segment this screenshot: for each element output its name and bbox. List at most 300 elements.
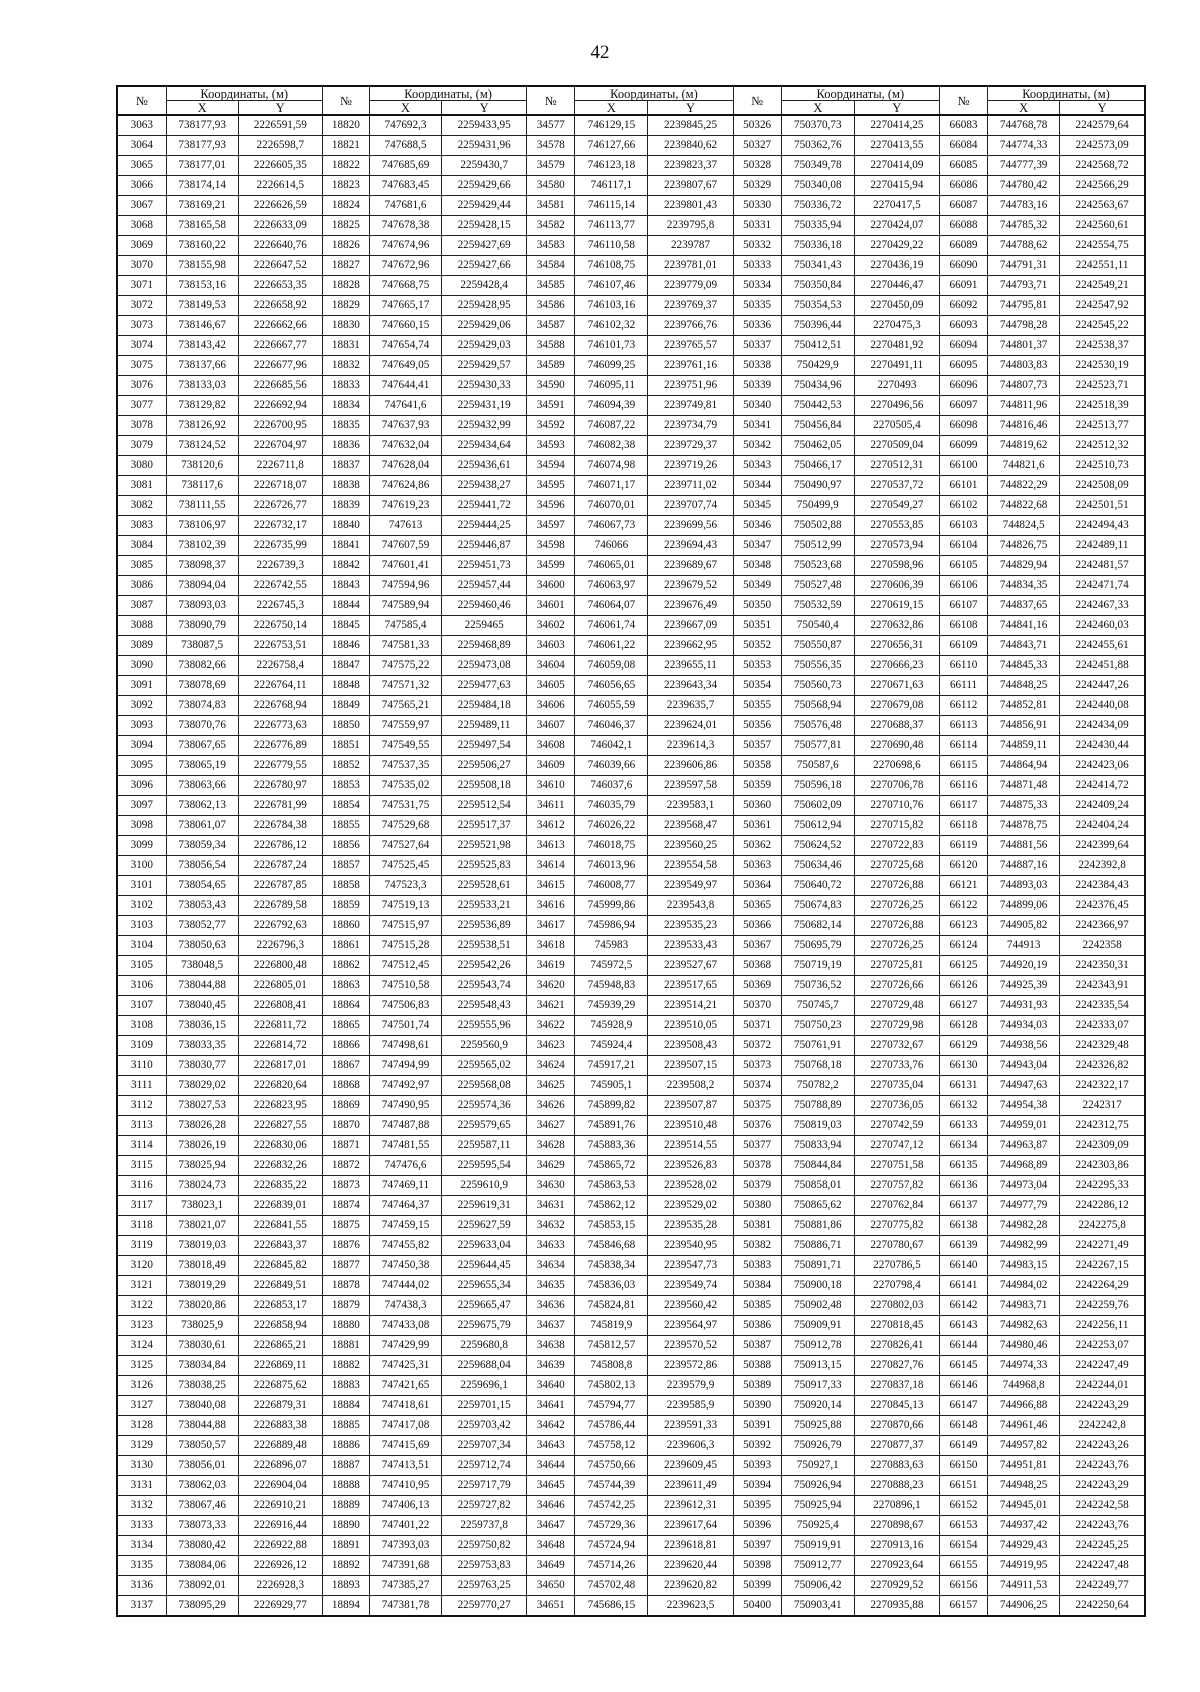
y-coordinate: 2242414,72 [1060,776,1145,796]
x-coordinate: 747624,86 [369,476,441,496]
x-coordinate: 747417,08 [369,1416,441,1436]
x-coordinate: 750540,4 [781,616,854,636]
y-coordinate: 2226773,63 [238,716,322,736]
y-coordinate: 2242523,71 [1060,376,1145,396]
x-coordinate: 738024,73 [166,1176,238,1196]
y-coordinate: 2226814,72 [238,1036,322,1056]
y-coordinate: 2226784,38 [238,816,322,836]
point-number: 3086 [117,576,166,596]
y-coordinate: 2226817,01 [238,1056,322,1076]
y-coordinate: 2242423,06 [1060,756,1145,776]
y-coordinate: 2270450,09 [854,296,939,316]
x-coordinate: 745744,39 [575,1476,648,1496]
point-number: 34650 [527,1576,575,1596]
point-number: 66122 [939,896,987,916]
y-coordinate: 2239564,97 [648,1316,733,1336]
x-coordinate: 738040,08 [166,1396,238,1416]
y-coordinate: 2242350,31 [1060,956,1145,976]
point-number: 50329 [733,176,781,196]
point-number: 50368 [733,956,781,976]
point-number: 66094 [939,336,987,356]
x-coordinate: 747668,75 [369,276,441,296]
y-coordinate: 2226591,59 [238,115,322,136]
point-number: 66105 [939,556,987,576]
y-coordinate: 2259610,9 [442,1176,527,1196]
y-coordinate: 2226835,22 [238,1176,322,1196]
y-coordinate: 2270446,47 [854,276,939,296]
y-coordinate: 2259536,89 [442,916,527,936]
y-coordinate: 2270414,09 [854,156,939,176]
table-row [117,536,1145,556]
x-coordinate: 746008,77 [575,876,648,896]
point-number: 50344 [733,476,781,496]
x-coordinate: 747613 [369,516,441,536]
x-coordinate: 747490,95 [369,1096,441,1116]
point-number: 66128 [939,1016,987,1036]
x-coordinate: 746071,17 [575,476,648,496]
y-coordinate: 2226841,55 [238,1216,322,1236]
point-number: 3126 [117,1376,166,1396]
x-coordinate: 746018,75 [575,836,648,856]
x-coordinate: 745999,86 [575,896,648,916]
point-number: 66131 [939,1076,987,1096]
y-coordinate: 2259477,63 [442,676,527,696]
table-row [117,1396,1145,1416]
point-number: 50372 [733,1036,781,1056]
point-number: 34611 [527,796,575,816]
y-coordinate: 2226735,99 [238,536,322,556]
x-coordinate: 738050,57 [166,1436,238,1456]
y-coordinate: 2270747,12 [854,1136,939,1156]
point-number: 3109 [117,1036,166,1056]
point-number: 3122 [117,1296,166,1316]
y-coordinate: 2226745,3 [238,596,322,616]
y-coordinate: 2239624,01 [648,716,733,736]
point-number: 66102 [939,496,987,516]
x-coordinate: 738021,07 [166,1216,238,1236]
point-number: 50332 [733,236,781,256]
point-number: 34616 [527,896,575,916]
point-number: 18849 [322,696,369,716]
y-coordinate: 2259451,73 [442,556,527,576]
point-number: 3072 [117,296,166,316]
point-number: 18853 [322,776,369,796]
coords-header: Координаты, (м) [166,86,322,101]
point-number: 34638 [527,1336,575,1356]
y-coordinate: 2259525,83 [442,856,527,876]
y-coordinate: 2239779,09 [648,276,733,296]
table-row [117,1596,1145,1617]
x-coordinate: 746115,14 [575,196,648,216]
point-number: 18876 [322,1236,369,1256]
x-coordinate: 750502,88 [781,516,854,536]
y-coordinate: 2226805,01 [238,976,322,996]
y-coordinate: 2259428,95 [442,296,527,316]
y-coordinate: 2242312,75 [1060,1116,1145,1136]
y-coordinate: 2226849,51 [238,1276,322,1296]
point-number: 34633 [527,1236,575,1256]
point-number: 66141 [939,1276,987,1296]
x-coordinate: 744899,06 [988,896,1060,916]
y-coordinate: 2242264,29 [1060,1276,1145,1296]
y-coordinate: 2239845,25 [648,115,733,136]
x-coordinate: 750362,76 [781,136,854,156]
y-coordinate: 2259436,61 [442,456,527,476]
point-number: 3119 [117,1236,166,1256]
table-row [117,676,1145,696]
x-coordinate: 747637,93 [369,416,441,436]
y-coordinate: 2242322,17 [1060,1076,1145,1096]
point-number: 66108 [939,616,987,636]
point-number: 3127 [117,1396,166,1416]
x-coordinate: 750499,9 [781,496,854,516]
x-coordinate: 738044,88 [166,1416,238,1436]
point-number: 3066 [117,176,166,196]
x-coordinate: 744852,81 [988,696,1060,716]
table-row [117,1536,1145,1556]
point-number: 34578 [527,136,575,156]
x-coordinate: 738133,03 [166,376,238,396]
x-coordinate: 750587,6 [781,756,854,776]
x-coordinate: 750865,62 [781,1196,854,1216]
y-coordinate: 2270710,76 [854,796,939,816]
y-coordinate: 2242530,19 [1060,356,1145,376]
point-number: 50385 [733,1296,781,1316]
y-coordinate: 2270786,5 [854,1256,939,1276]
x-coordinate: 738020,86 [166,1296,238,1316]
point-number: 3135 [117,1556,166,1576]
point-number: 66092 [939,296,987,316]
x-coordinate: 738084,06 [166,1556,238,1576]
point-number: 18829 [322,296,369,316]
point-number: 34586 [527,296,575,316]
y-coordinate: 2259512,54 [442,796,527,816]
y-coordinate: 2270826,41 [854,1336,939,1356]
num-header: № [117,86,166,115]
y-coordinate: 2242501,51 [1060,496,1145,516]
y-coordinate: 2239554,58 [648,856,733,876]
point-number: 50376 [733,1116,781,1136]
table-row [117,576,1145,596]
table-row [117,496,1145,516]
point-number: 34580 [527,176,575,196]
y-coordinate: 2259438,27 [442,476,527,496]
x-coordinate: 750750,23 [781,1016,854,1036]
y-coordinate: 2239676,49 [648,596,733,616]
x-coordinate: 746108,75 [575,256,648,276]
x-coordinate: 750340,08 [781,176,854,196]
y-coordinate: 2239517,65 [648,976,733,996]
point-number: 50342 [733,436,781,456]
point-number: 50363 [733,856,781,876]
point-number: 18846 [322,636,369,656]
y-header: Y [238,101,322,116]
x-coordinate: 744788,62 [988,236,1060,256]
y-coordinate: 2239694,43 [648,536,733,556]
y-coordinate: 2242409,24 [1060,796,1145,816]
x-coordinate: 738098,37 [166,556,238,576]
y-coordinate: 2242333,07 [1060,1016,1145,1036]
point-number: 34584 [527,256,575,276]
point-number: 34624 [527,1056,575,1076]
x-coordinate: 744980,46 [988,1336,1060,1356]
x-coordinate: 750462,05 [781,436,854,456]
x-coordinate: 738117,6 [166,476,238,496]
y-coordinate: 2270883,63 [854,1456,939,1476]
x-coordinate: 747549,55 [369,736,441,756]
y-coordinate: 2239507,15 [648,1056,733,1076]
x-coordinate: 745824,81 [575,1296,648,1316]
y-coordinate: 2270424,07 [854,216,939,236]
x-coordinate: 744961,46 [988,1416,1060,1436]
point-number: 3092 [117,696,166,716]
y-coordinate: 2259533,21 [442,896,527,916]
x-coordinate: 747418,61 [369,1396,441,1416]
x-coordinate: 750891,71 [781,1256,854,1276]
point-number: 18880 [322,1316,369,1336]
point-number: 50359 [733,776,781,796]
point-number: 34627 [527,1116,575,1136]
x-coordinate: 744826,75 [988,536,1060,556]
coords-header: Координаты, (м) [988,86,1145,101]
point-number: 34602 [527,616,575,636]
point-number: 3129 [117,1436,166,1456]
table-row [117,1356,1145,1376]
point-number: 50326 [733,115,781,136]
y-coordinate: 2239699,56 [648,516,733,536]
point-number: 3134 [117,1536,166,1556]
point-number: 66139 [939,1236,987,1256]
y-coordinate: 2270706,78 [854,776,939,796]
point-number: 34637 [527,1316,575,1336]
point-number: 18859 [322,896,369,916]
y-coordinate: 2226926,12 [238,1556,322,1576]
point-number: 18852 [322,756,369,776]
point-number: 50393 [733,1456,781,1476]
y-coordinate: 2242510,73 [1060,456,1145,476]
y-coordinate: 2226787,24 [238,856,322,876]
x-coordinate: 744983,71 [988,1296,1060,1316]
y-coordinate: 2242512,32 [1060,436,1145,456]
y-coordinate: 2226732,17 [238,516,322,536]
x-coordinate: 738056,54 [166,856,238,876]
point-number: 3130 [117,1456,166,1476]
point-number: 34615 [527,876,575,896]
x-header: X [575,101,648,116]
x-coordinate: 744824,5 [988,516,1060,536]
table-row [117,1236,1145,1256]
x-coordinate: 746103,16 [575,296,648,316]
point-number: 18863 [322,976,369,996]
y-header: Y [854,101,939,116]
y-coordinate: 2242563,67 [1060,196,1145,216]
y-coordinate: 2242467,33 [1060,596,1145,616]
y-coordinate: 2270475,3 [854,316,939,336]
x-coordinate: 747438,3 [369,1296,441,1316]
x-coordinate: 745853,15 [575,1216,648,1236]
x-coordinate: 747654,74 [369,336,441,356]
table-row [117,696,1145,716]
point-number: 50335 [733,296,781,316]
y-coordinate: 2259427,69 [442,236,527,256]
x-coordinate: 738078,69 [166,676,238,696]
y-coordinate: 2239527,67 [648,956,733,976]
x-coordinate: 738149,53 [166,296,238,316]
x-coordinate: 746099,25 [575,356,648,376]
point-number: 18881 [322,1336,369,1356]
table-row [117,256,1145,276]
table-row [117,1376,1145,1396]
y-coordinate: 2242242,58 [1060,1496,1145,1516]
point-number: 50367 [733,936,781,956]
point-number: 50390 [733,1396,781,1416]
y-coordinate: 2259428,15 [442,216,527,236]
y-coordinate: 2239549,97 [648,876,733,896]
y-coordinate: 2259446,87 [442,536,527,556]
y-coordinate: 2239547,73 [648,1256,733,1276]
y-coordinate: 2239526,83 [648,1156,733,1176]
x-coordinate: 747559,97 [369,716,441,736]
table-body [117,115,1145,1616]
point-number: 50395 [733,1496,781,1516]
y-coordinate: 2242271,49 [1060,1236,1145,1256]
x-coordinate: 738124,52 [166,436,238,456]
point-number: 3070 [117,256,166,276]
x-coordinate: 750523,68 [781,556,854,576]
table-row [117,516,1145,536]
point-number: 66093 [939,316,987,336]
x-coordinate: 746123,18 [575,156,648,176]
y-coordinate: 2270729,48 [854,996,939,1016]
y-coordinate: 2226910,21 [238,1496,322,1516]
y-coordinate: 2239662,95 [648,636,733,656]
point-number: 3125 [117,1356,166,1376]
point-number: 34600 [527,576,575,596]
x-coordinate: 744937,42 [988,1516,1060,1536]
point-number: 3064 [117,136,166,156]
y-coordinate: 2242335,54 [1060,996,1145,1016]
x-coordinate: 750902,48 [781,1296,854,1316]
point-number: 18850 [322,716,369,736]
y-coordinate: 2270735,04 [854,1076,939,1096]
y-coordinate: 2259750,82 [442,1536,527,1556]
x-coordinate: 744938,56 [988,1036,1060,1056]
x-coordinate: 738036,15 [166,1016,238,1036]
point-number: 50379 [733,1176,781,1196]
point-number: 18888 [322,1476,369,1496]
point-number: 18844 [322,596,369,616]
point-number: 18855 [322,816,369,836]
y-coordinate: 2226811,72 [238,1016,322,1036]
point-number: 50386 [733,1316,781,1336]
point-number: 3080 [117,456,166,476]
x-coordinate: 738019,03 [166,1236,238,1256]
point-number: 18835 [322,416,369,436]
point-number: 3093 [117,716,166,736]
point-number: 50382 [733,1236,781,1256]
point-number: 3096 [117,776,166,796]
x-coordinate: 750429,9 [781,356,854,376]
point-number: 34621 [527,996,575,1016]
x-coordinate: 738053,43 [166,896,238,916]
x-coordinate: 744973,04 [988,1176,1060,1196]
point-number: 34623 [527,1036,575,1056]
x-coordinate: 744919,95 [988,1556,1060,1576]
x-coordinate: 738029,02 [166,1076,238,1096]
x-coordinate: 750768,18 [781,1056,854,1076]
point-number: 66085 [939,156,987,176]
point-number: 18889 [322,1496,369,1516]
x-coordinate: 738056,01 [166,1456,238,1476]
x-coordinate: 738095,29 [166,1596,238,1617]
y-coordinate: 2242358 [1060,936,1145,956]
table-row [117,1056,1145,1076]
point-number: 3085 [117,556,166,576]
y-coordinate: 2242295,33 [1060,1176,1145,1196]
point-number: 3113 [117,1116,166,1136]
point-number: 18824 [322,196,369,216]
y-coordinate: 2239781,01 [648,256,733,276]
x-coordinate: 738087,5 [166,636,238,656]
x-coordinate: 747415,69 [369,1436,441,1456]
x-coordinate: 746107,46 [575,276,648,296]
x-coordinate: 744774,33 [988,136,1060,156]
y-coordinate: 2242430,44 [1060,736,1145,756]
x-coordinate: 744905,82 [988,916,1060,936]
x-coordinate: 750886,71 [781,1236,854,1256]
point-number: 34579 [527,156,575,176]
x-coordinate: 738025,9 [166,1316,238,1336]
point-number: 34604 [527,656,575,676]
point-number: 3100 [117,856,166,876]
point-number: 66151 [939,1476,987,1496]
x-coordinate: 747459,15 [369,1216,441,1236]
x-coordinate: 738067,46 [166,1496,238,1516]
y-coordinate: 2242460,03 [1060,616,1145,636]
y-coordinate: 2259465 [442,616,527,636]
point-number: 34651 [527,1596,575,1617]
x-coordinate: 750490,97 [781,476,854,496]
point-number: 18884 [322,1396,369,1416]
x-coordinate: 746026,22 [575,816,648,836]
y-coordinate: 2239769,37 [648,296,733,316]
x-coordinate: 750350,84 [781,276,854,296]
y-coordinate: 2226626,59 [238,196,322,216]
y-coordinate: 2226916,44 [238,1516,322,1536]
table-row [117,916,1145,936]
point-number: 3087 [117,596,166,616]
coords-header: Координаты, (м) [781,86,939,101]
table-row [117,336,1145,356]
point-number: 66135 [939,1156,987,1176]
point-number: 66118 [939,816,987,836]
point-number: 50327 [733,136,781,156]
x-coordinate: 738177,01 [166,156,238,176]
x-header: X [781,101,854,116]
y-coordinate: 2239535,28 [648,1216,733,1236]
y-coordinate: 2226922,88 [238,1536,322,1556]
y-coordinate: 2239540,95 [648,1236,733,1256]
y-coordinate: 2270598,96 [854,556,939,576]
x-coordinate: 745836,03 [575,1276,648,1296]
x-coordinate: 750925,94 [781,1496,854,1516]
y-coordinate: 2259428,4 [442,276,527,296]
x-coordinate: 747523,3 [369,876,441,896]
y-coordinate: 2226858,94 [238,1316,322,1336]
y-coordinate: 2270666,23 [854,656,939,676]
y-coordinate: 2242259,76 [1060,1296,1145,1316]
y-coordinate: 2242247,48 [1060,1556,1145,1576]
